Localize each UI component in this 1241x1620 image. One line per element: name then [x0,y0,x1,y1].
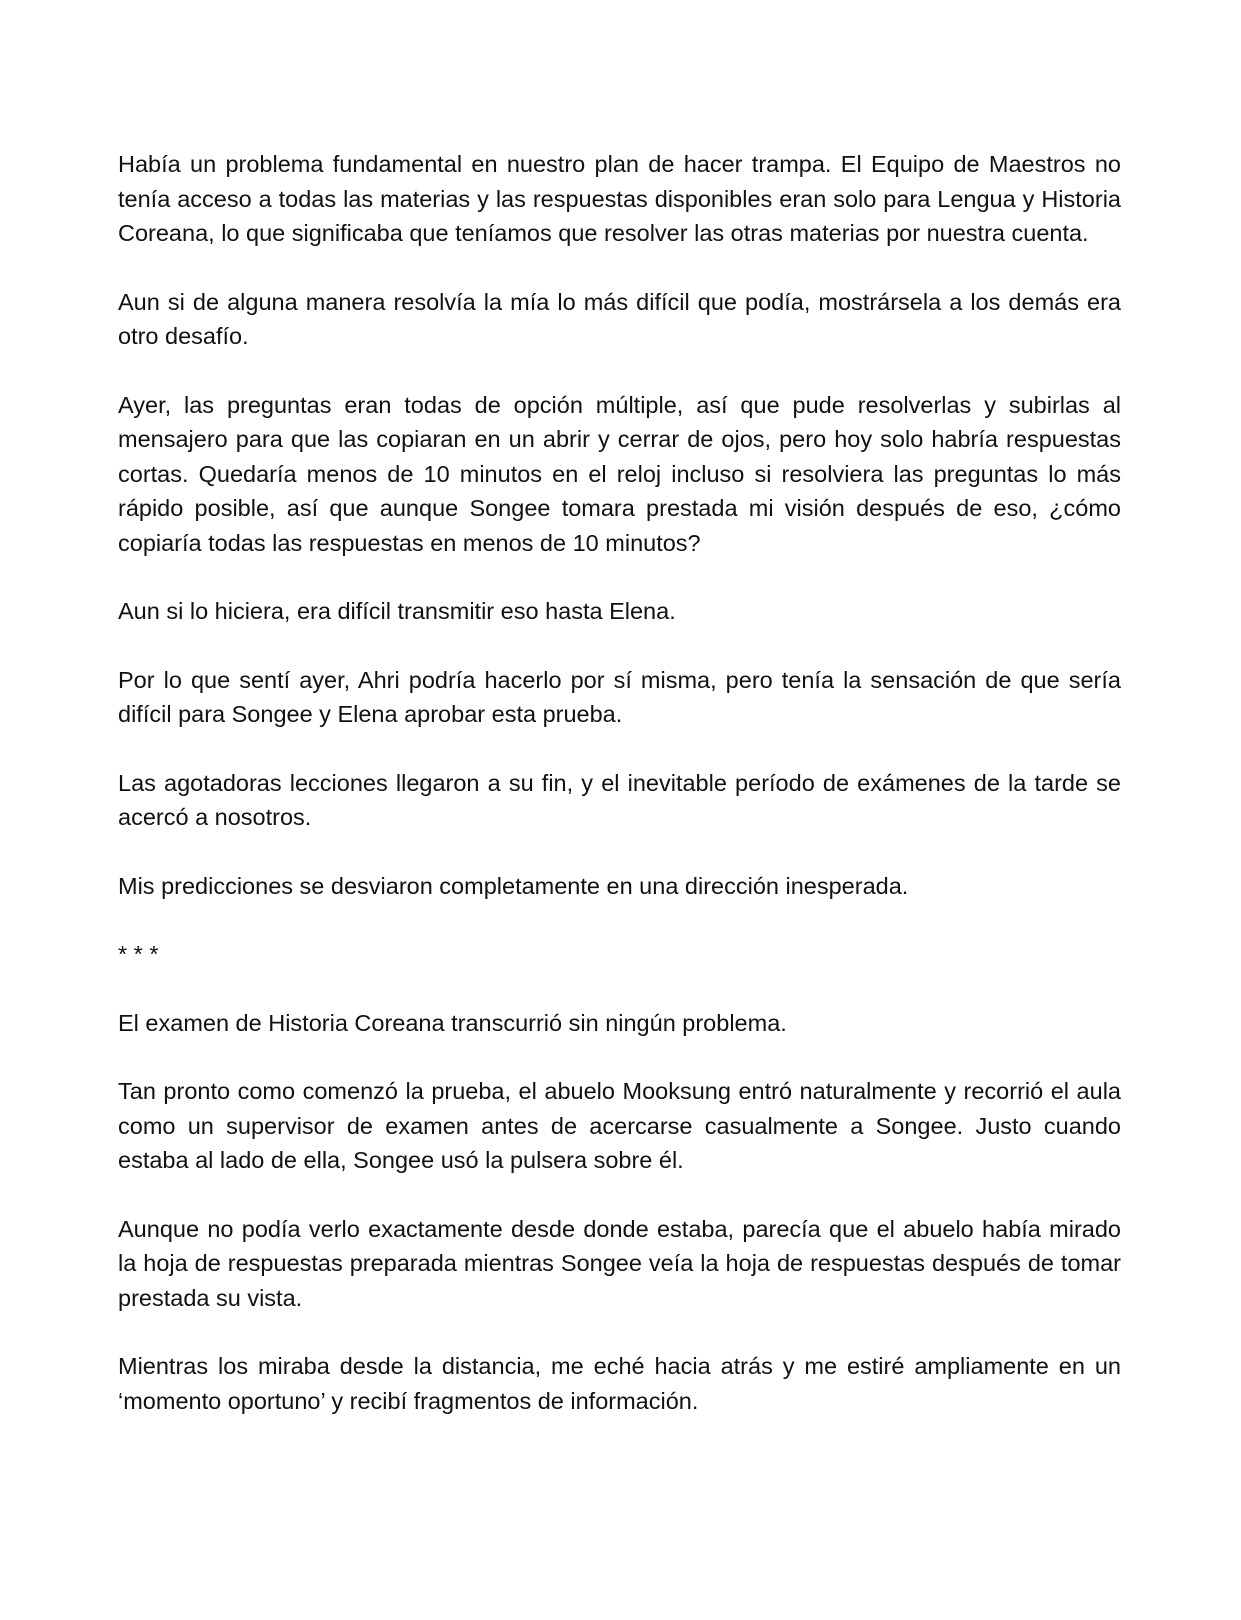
paragraph-1: Había un problema fundamental en nuestro plan de hacer trampa. El Equipo de Maestros no tenía acceso a todas las materias y las respuestas disponibles eran solo para Lengua y Historia Coreana, lo que significaba que teníamos que resolver las otras materias por nuestra cuenta. [118,151,1121,246]
paragraph-10: Aunque no podía verlo exactamente desde donde estaba, parecía que el abuelo había mirado la hoja de respuestas preparada mientras Songee veía la hoja de respuestas después de tomar prestada su vista. [118,1215,1121,1311]
paragraph-5: Por lo que sentí ayer, Ahri podría hacerlo por sí misma, pero tenía la sensación de que sería difícil para Songee y Elena aprobar esta prueba. [118,666,1121,727]
paragraph-9: Tan pronto como comenzó la prueba, el abuelo Mooksung entró naturalmente y recorrió el aula como un supervisor de examen antes de acercarse casualmente a Songee. Justo cuando estaba al lado de ella, Songee usó la pulsera sobre él. [118,1078,1121,1173]
paragraph-3: Ayer, las preguntas eran todas de opción múltiple, así que pude resolverlas y subirlas al mensajero para que las copiaran en un abrir y cerrar de ojos, pero hoy solo habría respuestas cortas. Quedaría menos de 10 minutos en el reloj incluso si resolviera las preguntas lo más rápido posible, así que aunque Songee tomara prestada mi visión después de eso, ¿cómo copiaría todas las respuestas en menos de 10 minutos? [118,391,1121,556]
scene-break: * * * [118,941,159,967]
paragraph-6: Las agotadoras lecciones llegaron a su fin, y el inevitable período de exámenes de la tarde se acercó a nosotros. [118,769,1121,830]
paragraph-2: Aun si de alguna manera resolvía la mía lo más difícil que podía, mostrársela a los demás era otro desafío. [118,288,1121,349]
paragraph-8: El examen de Historia Coreana transcurrió sin ningún problema. [118,1009,787,1036]
paragraph-4: Aun si lo hiciera, era difícil transmitir eso hasta Elena. [118,598,676,624]
paragraph-11: Mientras los miraba desde la distancia, me eché hacia atrás y me estiré ampliamente en un ‘momento oportuno’ y recibí fragmentos de información. [118,1353,1121,1414]
paragraph-7: Mis predicciones se desviaron completamente en una dirección inesperada. [118,872,909,899]
